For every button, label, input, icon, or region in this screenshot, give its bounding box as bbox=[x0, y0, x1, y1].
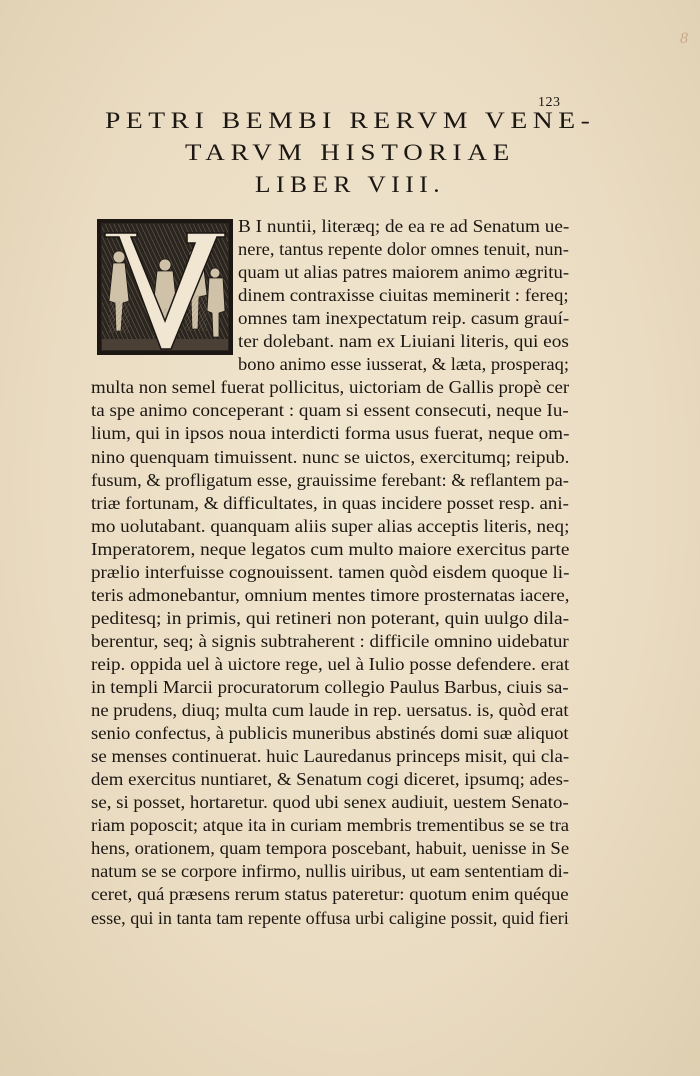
text-line: berentur, seq; à signis subtraherent : difficile omnino uidebatur bbox=[91, 630, 569, 651]
text-line: hens, orationem, quam tempora poscebant, habuit, uenisse in Se bbox=[91, 838, 570, 859]
text-line: quam ut alias patres maiorem animo ægritu- bbox=[238, 262, 570, 283]
text-line: senio confectus, à publicis muneribus abstinés domi suæ aliquot bbox=[91, 723, 569, 744]
text-line: Imperatorem, neque legatos cum multo maiore exercitus parte bbox=[91, 538, 570, 559]
text-line: omnes tam inexpectatum reip. casum grauí- bbox=[238, 308, 570, 329]
text-line: reip. oppida uel à uictore rege, uel à Iulio posse defendere. erat bbox=[91, 653, 570, 674]
text-line: B I nuntii, literæq; de ea re ad Senatum ue- bbox=[238, 216, 570, 236]
text-line: nere, tantus repente dolor omnes tenuit, nun- bbox=[238, 239, 569, 260]
text-line: peditesq; in primis, qui retineri non poterant, quin uulgo dila- bbox=[91, 607, 570, 628]
text-line: dem exercitus nuntiaret, & Senatum cogi diceret, ipsumq; ades- bbox=[91, 769, 570, 790]
text-line: se, si posset, hortaretur. quod ubi senex audiuit, uestem Senato- bbox=[91, 792, 569, 813]
woodcut-illustration bbox=[99, 221, 231, 353]
text-line: nino quenquam timuissent. nunc se uictos, exercitumq; reipub. bbox=[91, 446, 570, 467]
text-line: fusum, & profligatum esse, grauissime ferebant: & reflantem pa- bbox=[91, 469, 569, 490]
text-line: riam poposcit; atque ita in curiam membris trementibus se se tra bbox=[91, 815, 570, 836]
title-line-3: LIBER VIII. bbox=[255, 172, 446, 197]
text-line: ta spe animo conceperant : quam si essent consecuti, neque Iu- bbox=[91, 400, 569, 421]
text-line: ter dolebant. nam ex Liuiani literis, qui eos bbox=[238, 331, 569, 352]
page-number: 123 bbox=[538, 95, 561, 110]
text-line: lium, qui in ipsos noua interdicti forma usus fuerat, neque om- bbox=[91, 423, 570, 444]
text-line: esse, qui in tanta tam repente offusa urbi caligine possit, quid fieri bbox=[91, 907, 569, 928]
text-line: multa non semel fuerat pollicitus, uictoriam de Gallis propè cer bbox=[91, 377, 570, 398]
text-line: natum se se corpore infirmo, nullis uiribus, ut eam sententiam di- bbox=[91, 861, 569, 882]
text-line: dinem contraxisse ciuitas meminerit : fereq; bbox=[238, 285, 569, 306]
text-line: prælio interfuisse cognouissent. tamen quòd eisdem quoque li- bbox=[91, 561, 570, 582]
text-line: ne prudens, diuq; multa cum laude in rep. uersatus. is, quòd erat bbox=[91, 700, 569, 721]
text-line: mo uolutabant. quanquam aliis super alias acceptis literis, neq; bbox=[91, 515, 570, 536]
title-line-2: TARVM HISTORIAE bbox=[185, 140, 516, 165]
margin-pencil-mark: 8 bbox=[680, 30, 688, 47]
text-line: bono animo esse iusserat, & læta, prosperaq; bbox=[238, 354, 569, 375]
text-line: in templi Marcii procuratorum collegio Paulus Barbus, ciuis sa- bbox=[91, 677, 569, 697]
text-line: triæ fortunam, & difficultates, in quas incidere posset resp. ani- bbox=[91, 492, 569, 513]
woodcut-initial-v bbox=[97, 219, 233, 355]
title-line-1: PETRI BEMBI RERVM VENE- bbox=[105, 108, 596, 133]
text-line: se menses continuerat. huic Lauredanus princeps misit, qui cla- bbox=[91, 746, 570, 767]
text-line: teris admonebantur, omnium mentes timore prosternatas iacere, bbox=[91, 584, 570, 605]
text-line: ceret, quá præsens rerum status pateretur: quotum enim quéque bbox=[91, 884, 569, 905]
